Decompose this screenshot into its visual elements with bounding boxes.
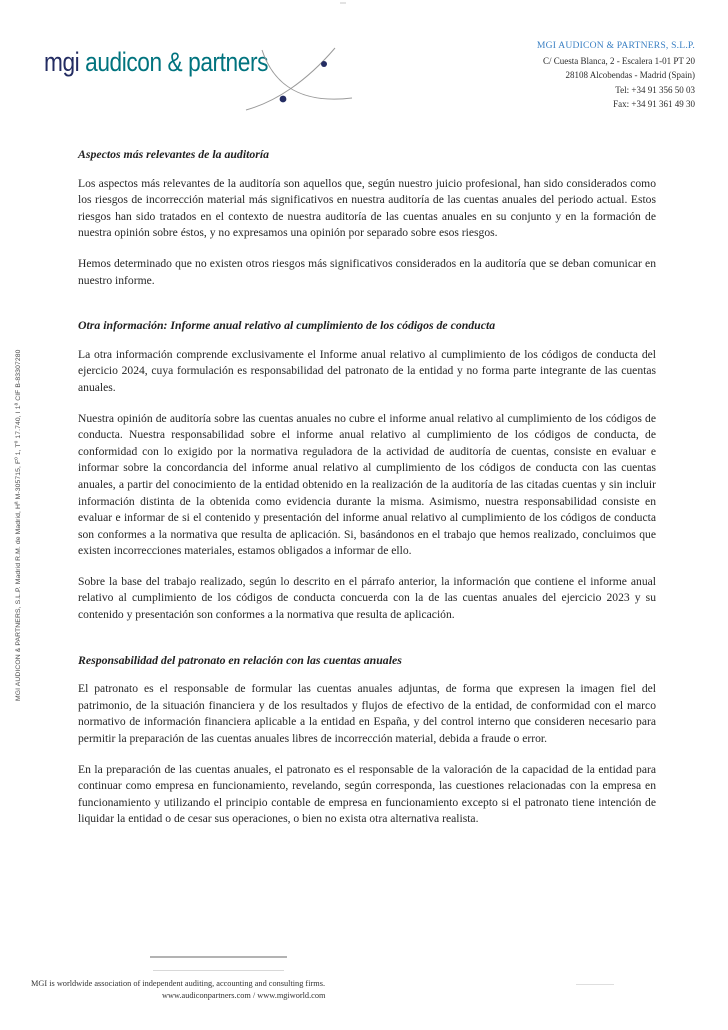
- section-heading-key-audit-matters: Aspectos más relevantes de la auditoría: [78, 147, 270, 161]
- logo-text-audicon-partners: audicon & partners: [79, 47, 268, 77]
- paragraph-board-responsibility-2: En la preparación de las cuentas anuales, el patronato es el responsable de la valoración de la capacidad de la entidad para continuar como empresa en funcionamiento, revelando, según corresponda, las cuestiones relacionadas con la empresa en funcionamiento y utilizando el principio contable de empresa en funcionamiento excepto si el patronato tiene intención de liquidar la entidad o de cesar sus operaciones, o bien no exista otra alternativa realista.: [78, 762, 656, 826]
- paragraph-key-audit-matters-2: Hemos determinado que no existen otros riesgos más significativos considerados en la auditoría que se deban comunicar en nuestro informe.: [78, 256, 656, 287]
- footer-association-text: MGI is worldwide association of independent auditing, accounting and consulting firms.: [31, 979, 326, 988]
- scan-artifact-line: [150, 956, 287, 958]
- letterhead-contact-block: [537, 39, 695, 112]
- phone-number: Tel: +34 91 356 50 03: [615, 84, 695, 95]
- paragraph-key-audit-matters-1: Los aspectos más relevantes de la auditoría son aquellos que, según nuestro juicio profesional, han sido considerados como los riesgos de incorrección material más significativos en nuestra auditoría de las cuentas anuales del periodo actual. Estos riesgos han sido tratados en el contexto de nuestra auditoría de las cuentas anuales en su conjunto y en la formación de nuestra opinión sobre éstos, y no expresamos una opinión por separado sobre esos riesgos.: [78, 176, 656, 240]
- paragraph-other-information-3: Sobre la base del trabajo realizado, según lo descrito en el párrafo anterior, la información que contiene el informe anual relativo al cumplimiento de los códigos de conducta concuerda con la de las cuentas anuales del ejercicio 2023 y su contenido y presentación son conformes a la normativa que resulta de aplicación.: [78, 574, 656, 622]
- paragraph-other-information-1: La otra información comprende exclusivamente el Informe anual relativo al cumplimiento de los códigos de conducta del ejercicio 2024, cuya formulación es responsabilidad del patronato de la entidad y no forma parte integrante de las cuentas anuales.: [78, 347, 656, 394]
- logo-swoosh-icon: [240, 44, 355, 116]
- scan-artifact-line: [576, 984, 614, 985]
- scan-artifact-mark: [340, 2, 346, 4]
- margin-registration-text: MGI AUDICON & PARTNERS, S.L.P. Madrid R.M. de Madrid, Hª M-305715, Fº 1, Tº 17.740, I 1ª CIF B-83307280: [15, 349, 22, 701]
- address-line-2: 28108 Alcobendas - Madrid (Spain): [565, 70, 695, 81]
- logo-text-mgi: mgi: [44, 47, 80, 77]
- paragraph-other-information-2: Nuestra opinión de auditoría sobre las cuentas anuales no cubre el informe anual relativo al cumplimiento de los códigos de conducta. Nuestra responsabilidad sobre el informe anual relativo al cumplimiento de los códigos de conducta, de conformidad con lo exigido por la normativa reguladora de la actividad de auditoría de cuentas, consiste en evaluar e informar sobre la concordancia del informe anual relativo al cumplimiento de los códigos de conducta con las cuentas anuales, a partir del conocimiento de la entidad obtenido en la realización de la auditoría de las citadas cuentas y sin incluir información distinta de la obtenida como evidencia durante la misma. Asimismo, nuestra responsabilidad consiste en evaluar e informar de si el contenido y presentación del informe anual relativo al cumplimiento de los códigos de conducta son conformes a la normativa que resulta de aplicación. Si, basándonos en el trabajo que hemos realizado, concluimos que existen incorrecciones materiales, estamos obligados a informar de ello.: [78, 411, 656, 558]
- section-heading-other-information: Otra información: Informe anual relativo al cumplimiento de los códigos de conducta: [78, 318, 496, 333]
- fax-number: Fax: +34 91 361 49 30: [613, 99, 695, 110]
- scan-artifact-line: [153, 970, 284, 971]
- company-name: MGI AUDICON & PARTNERS, S.L.P.: [536, 40, 695, 51]
- section-heading-board-responsibility: Responsabilidad del patronato en relación con las cuentas anuales: [78, 652, 402, 667]
- paragraph-board-responsibility-1: El patronato es el responsable de formular las cuentas anuales adjuntas, de forma que expresen la imagen fiel del patrimonio, de la situación financiera y de los resultados y flujos de efectivo de la entidad, de conformidad con el marco normativo de información financiera aplicable a la entidad en España, y del control interno que consideren necesario para permitir la preparación de las cuentas anuales libres de incorrección material, debida a fraude o error.: [78, 682, 656, 746]
- report-body: [78, 146, 656, 828]
- footer-websites-text: www.audiconpartners.com / www.mgiworld.com: [162, 991, 326, 1000]
- address-line-1: C/ Cuesta Blanca, 2 - Escalera 1-01 PT 20: [542, 55, 695, 66]
- company-logo: [44, 47, 268, 78]
